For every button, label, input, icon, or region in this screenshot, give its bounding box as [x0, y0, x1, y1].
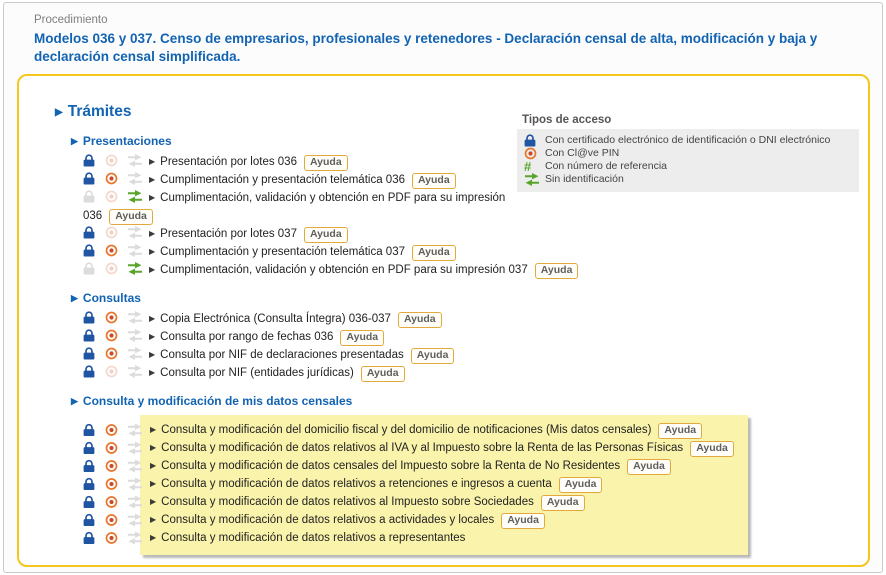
access-icons: [83, 424, 143, 437]
tramite-row: [150, 457, 734, 475]
no-identification-arrows-icon: [127, 365, 143, 378]
triangle-bullet-icon: ▶: [71, 136, 78, 147]
clave-pin-icon: [105, 442, 121, 455]
access-icons: [83, 172, 143, 185]
clave-pin-icon: [105, 478, 121, 491]
clave-pin-icon: [105, 154, 121, 167]
section-heading-label: Consultas: [82, 291, 141, 306]
ayuda-badge[interactable]: Ayuda: [304, 155, 348, 171]
no-identification-arrows-icon: [127, 478, 143, 491]
tramite-link[interactable]: Consulta y modificación de datos relativos al Impuesto sobre Sociedades: [161, 496, 534, 509]
access-icons: [83, 514, 143, 527]
no-identification-arrows-icon: [127, 262, 143, 275]
page-header: [4, 3, 882, 66]
triangle-bullet-icon: ▶: [55, 107, 63, 119]
ayuda-badge[interactable]: Ayuda: [412, 173, 456, 189]
triangle-bullet-icon: ▶: [150, 443, 157, 453]
access-icons: [83, 442, 143, 455]
access-icons: [83, 329, 143, 342]
section-heading-label: Presentaciones: [82, 134, 172, 149]
tramite-row: [150, 439, 734, 457]
ayuda-badge[interactable]: Ayuda: [340, 330, 384, 346]
clave-pin-icon: [105, 424, 121, 437]
tramite-row: [83, 243, 858, 261]
access-icons: [83, 365, 143, 378]
tramites-heading-label: Trámites: [67, 103, 132, 121]
clave-pin-icon: [105, 190, 121, 203]
certificate-lock-icon: [83, 460, 99, 473]
clave-pin-icon: [105, 496, 121, 509]
triangle-bullet-icon: ▶: [71, 293, 78, 304]
tramite-row: [83, 346, 858, 364]
access-icons: [83, 347, 143, 360]
clave-pin-icon: [105, 262, 121, 275]
certificate-lock-icon: [83, 262, 99, 275]
no-identification-arrows-icon: [127, 190, 143, 203]
no-identification-arrows-icon: [127, 244, 143, 257]
certificate-lock-icon: [83, 424, 99, 437]
access-icons: [83, 460, 143, 473]
ayuda-badge[interactable]: Ayuda: [412, 245, 456, 261]
ayuda-badge[interactable]: Ayuda: [627, 459, 671, 475]
clave-pin-icon: [105, 460, 121, 473]
no-identification-arrows-icon: [127, 514, 143, 527]
tramite-link[interactable]: Consulta por rango de fechas 036: [160, 331, 334, 344]
ayuda-badge[interactable]: Ayuda: [658, 423, 702, 439]
ayuda-badge[interactable]: Ayuda: [541, 495, 585, 511]
triangle-bullet-icon: ▶: [149, 265, 156, 275]
tramite-link[interactable]: Consulta y modificación de datos relativos a actividades y locales: [161, 514, 495, 527]
tramite-row: [150, 421, 734, 439]
tramite-link[interactable]: Consulta por NIF (entidades jurídicas): [160, 367, 354, 380]
triangle-bullet-icon: ▶: [149, 247, 156, 257]
ayuda-badge[interactable]: Ayuda: [559, 477, 603, 493]
certificate-lock-icon: [83, 172, 99, 185]
ayuda-badge[interactable]: Ayuda: [411, 348, 455, 364]
no-identification-arrows-icon: [127, 424, 143, 437]
tramite-link[interactable]: Presentación por lotes 037: [160, 228, 297, 241]
highlighted-items-box: [140, 415, 748, 555]
tramite-link[interactable]: Cumplimentación y presentación telemática 036: [160, 174, 405, 187]
no-identification-arrows-icon: [127, 154, 143, 167]
tramite-row: [83, 189, 858, 225]
page-title: Modelos 036 y 037. Censo de empresarios, profesionales y retenedores - Declaración censal de alta, modificación y baja y declaración censal simplificada.: [34, 31, 818, 65]
certificate-lock-icon: [83, 311, 99, 324]
tramite-link[interactable]: Cumplimentación y presentación telemática 037: [160, 246, 405, 259]
triangle-bullet-icon: ▶: [149, 175, 156, 185]
triangle-bullet-icon: ▶: [150, 425, 157, 435]
certificate-lock-icon: [83, 329, 99, 342]
certificate-lock-icon: [83, 532, 99, 545]
clave-pin-icon: [105, 329, 121, 342]
tramite-link[interactable]: Copia Electrónica (Consulta Íntegra) 036-037: [160, 313, 391, 326]
procedure-kicker: Procedimiento: [34, 14, 108, 26]
tramites-panel: [17, 74, 870, 567]
procedure-page: [3, 2, 883, 573]
tramites-section: [71, 291, 858, 382]
tramite-row: [83, 364, 858, 382]
triangle-bullet-icon: ▶: [149, 332, 156, 342]
ayuda-badge[interactable]: Ayuda: [501, 513, 545, 529]
tramite-link[interactable]: Consulta y modificación de datos relativos al IVA y al Impuesto sobre la Renta de las Personas Físicas: [161, 442, 684, 455]
tramite-row: [83, 310, 858, 328]
legend-item: [524, 147, 852, 160]
ayuda-badge[interactable]: Ayuda: [398, 312, 442, 328]
certificate-lock-icon: [83, 365, 99, 378]
access-icons: [83, 154, 143, 167]
certificate-lock-icon: [83, 244, 99, 257]
tramite-link[interactable]: Consulta por NIF de declaraciones presentadas: [160, 349, 404, 362]
triangle-bullet-icon: ▶: [150, 533, 157, 543]
triangle-bullet-icon: ▶: [149, 368, 156, 378]
triangle-bullet-icon: ▶: [149, 193, 156, 203]
clave-pin-icon: [105, 514, 121, 527]
no-identification-arrows-icon: [127, 311, 143, 324]
no-identification-arrows-icon: [127, 532, 143, 545]
certificate-lock-icon: [83, 514, 99, 527]
no-identification-arrows-icon: [127, 226, 143, 239]
legend-item: [524, 173, 852, 186]
legend-item: [524, 160, 852, 173]
legend-item-label: Con número de referencia: [545, 160, 667, 173]
access-icons: [83, 478, 143, 491]
no-identification-arrows-icon: [127, 460, 143, 473]
tramite-row: [150, 511, 734, 529]
clave-pin-icon: [105, 347, 121, 360]
clave-pin-icon: [105, 311, 121, 324]
tramite-link[interactable]: Consulta y modificación de datos relativos a representantes: [161, 532, 466, 545]
certificate-lock-icon: [83, 226, 99, 239]
tramite-row: [150, 475, 734, 493]
legend-item-label: Sin identificación: [545, 173, 624, 186]
no-identification-arrows-icon: [127, 329, 143, 342]
items-list: [83, 310, 858, 382]
tramite-row: [83, 328, 858, 346]
tramite-link[interactable]: Cumplimentación, validación y obtención en PDF para su impresión 037: [160, 264, 528, 277]
no-identification-arrows-icon: [127, 496, 143, 509]
tramite-link[interactable]: Consulta y modificación del domicilio fiscal y del domicilio de notificaciones (Mis datos censales): [161, 424, 652, 437]
access-types-legend: [517, 114, 859, 192]
clave-pin-icon: [105, 532, 121, 545]
tramite-row: [83, 261, 858, 279]
legend-title: Tipos de acceso: [522, 114, 612, 127]
section-heading-label: Consulta y modificación de mis datos censales: [82, 394, 353, 409]
reference-number-icon: #: [524, 158, 532, 174]
tramite-row: [150, 493, 734, 511]
no-identification-arrows-icon: [127, 442, 143, 455]
tramite-link[interactable]: Presentación por lotes 036: [160, 156, 297, 169]
clave-pin-icon: [105, 244, 121, 257]
clave-pin-icon: [105, 172, 121, 185]
tramite-link[interactable]: Consulta y modificación de datos censales del Impuesto sobre la Renta de No Residentes: [161, 460, 621, 473]
triangle-bullet-icon: ▶: [149, 350, 156, 360]
access-icons: [83, 496, 143, 509]
ayuda-badge[interactable]: Ayuda: [690, 441, 734, 457]
triangle-bullet-icon: ▶: [150, 461, 157, 471]
triangle-bullet-icon: ▶: [149, 157, 156, 167]
certificate-lock-icon: [83, 190, 99, 203]
tramites-sections: [19, 134, 858, 555]
access-icons: [83, 190, 143, 203]
no-identification-arrows-icon: [127, 172, 143, 185]
legend-item-label: Con Cl@ve PIN: [545, 147, 620, 160]
triangle-bullet-icon: ▶: [71, 396, 78, 407]
no-identification-arrows-icon: [127, 347, 143, 360]
access-icons: [83, 311, 143, 324]
triangle-bullet-icon: ▶: [149, 314, 156, 324]
tramite-row: [83, 225, 858, 243]
tramite-link[interactable]: Cumplimentación, validación y obtención en PDF para su impresión 036: [83, 192, 506, 223]
ayuda-badge[interactable]: Ayuda: [109, 209, 153, 225]
legend-item-label: Con certificado electrónico de identificación o DNI electrónico: [545, 134, 831, 147]
access-legend-items: [517, 129, 859, 192]
certificate-lock-icon: [524, 134, 540, 147]
access-icons: [83, 532, 143, 545]
tramites-section: [71, 394, 858, 555]
triangle-bullet-icon: ▶: [150, 479, 157, 489]
legend-item: [524, 134, 852, 147]
section-heading[interactable]: [71, 394, 858, 409]
certificate-lock-icon: [83, 478, 99, 491]
access-icons: [83, 226, 143, 239]
access-icons: [83, 244, 143, 257]
access-icons: [83, 262, 143, 275]
certificate-lock-icon: [83, 154, 99, 167]
clave-pin-icon: [105, 226, 121, 239]
no-identification-arrows-icon: [524, 173, 540, 186]
certificate-lock-icon: [83, 442, 99, 455]
tramite-link[interactable]: Consulta y modificación de datos relativos a retenciones e ingresos a cuenta: [161, 478, 552, 491]
ayuda-badge[interactable]: Ayuda: [304, 227, 348, 243]
clave-pin-icon: [105, 365, 121, 378]
triangle-bullet-icon: ▶: [150, 497, 157, 507]
certificate-lock-icon: [83, 496, 99, 509]
ayuda-badge[interactable]: Ayuda: [535, 263, 579, 279]
triangle-bullet-icon: ▶: [150, 515, 157, 525]
section-heading[interactable]: [71, 291, 858, 306]
ayuda-badge[interactable]: Ayuda: [361, 366, 405, 382]
triangle-bullet-icon: ▶: [149, 229, 156, 239]
certificate-lock-icon: [83, 347, 99, 360]
